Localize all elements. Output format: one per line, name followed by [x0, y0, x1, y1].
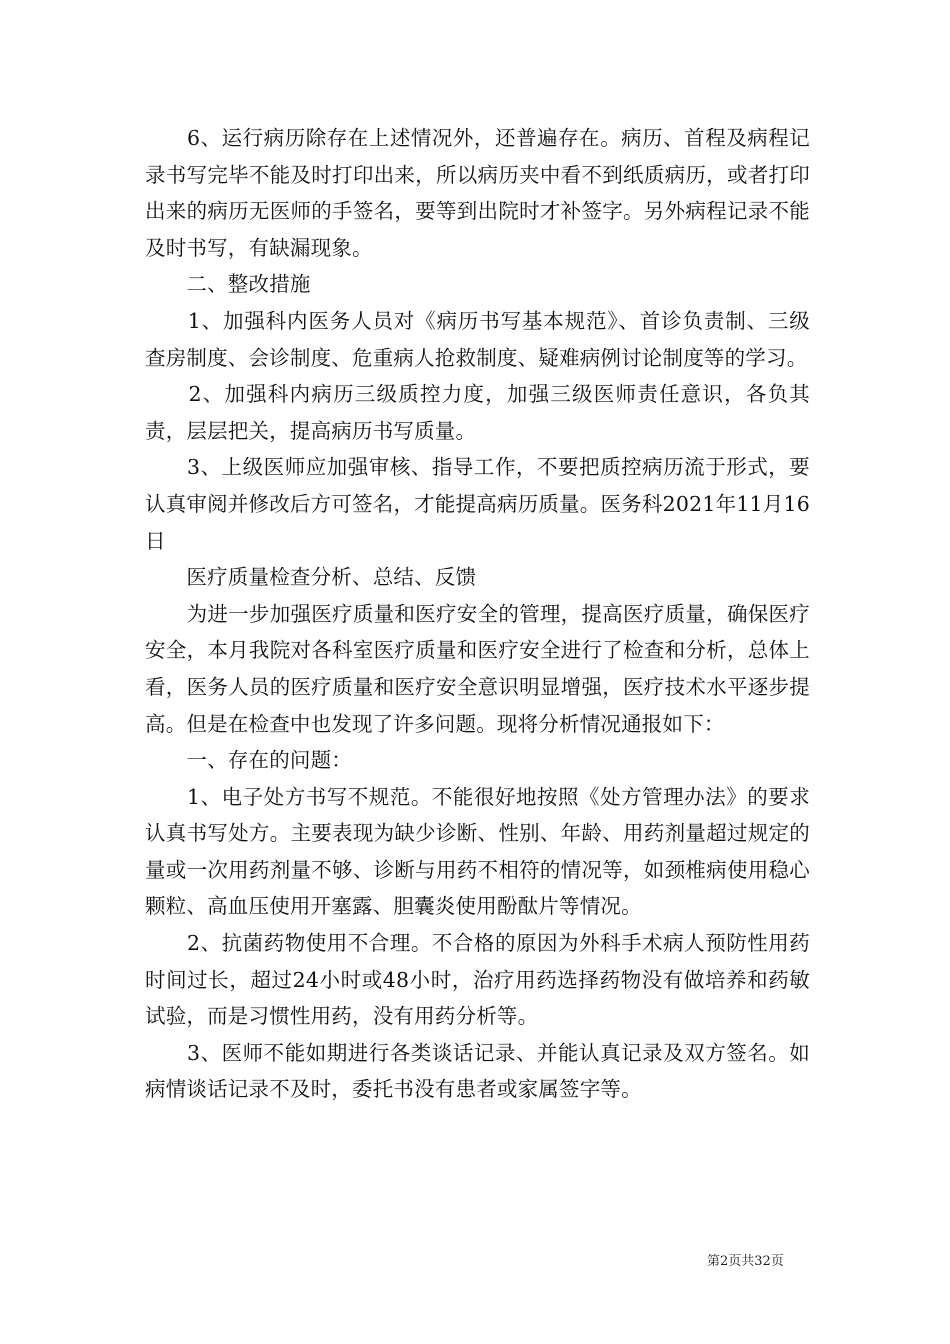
- paragraph-problem-1: 1、电子处方书写不规范。不能很好地按照《处方管理办法》的要求认真书写处方。主要表现为缺少诊断、性别、年龄、用药剂量超过规定的量或一次用药剂量不够、诊断与用药不相符的情况等，如颈椎病使用稳心颗粒、高血压使用开塞露、胆囊炎使用酚酞片等情况。: [145, 784, 810, 919]
- paragraph-measure-2: 2、加强科内病历三级质控力度，加强三级医师责任意识，各负其责，层层把关，提高病历书写质量。: [145, 382, 810, 443]
- paragraph-problem-3: 3、医师不能如期进行各类谈话记录、并能认真记录及双方签名。如病情谈话记录不及时，委托书没有患者或家属签字等。: [145, 1040, 810, 1102]
- paragraph-intro: 为进一步加强医疗质量和医疗安全的管理，提高医疗质量，确保医疗安全，本月我院对各科室医疗质量和医疗安全进行了检查和分析，总体上看，医务人员的医疗质量和医疗安全意识明显增强，医疗技术水平逐步提高。但是在检查中也发现了许多问题。现将分析情况通报如下：: [145, 601, 810, 736]
- paragraph-1: 6、运行病历除存在上述情况外，还普遍存在。病历、首程及病程记录书写完毕不能及时打印出来，所以病历夹中看不到纸质病历，或者打印出来的病历无医师的手签名，要等到出院时才补签字。另外病程记录不能及时书写，有缺漏现象。: [145, 126, 810, 260]
- section-heading-rectification: 二、整改措施: [145, 272, 311, 297]
- paragraph-measure-3: 3、上级医师应加强审核、指导工作，不要把质控病历流于形式，要认真审阅并修改后方可签名，才能提高病历质量。医务科2021年11月16日: [145, 455, 810, 553]
- document-title: 医疗质量检查分析、总结、反馈: [145, 565, 477, 590]
- section-heading-problems: 一、存在的问题：: [145, 748, 352, 773]
- document-body: [145, 120, 810, 1108]
- paragraph-problem-2: 2、抗菌药物使用不合理。不合格的原因为外科手术病人预防性用药时间过长，超过24小时或48小时，治疗用药选择药物没有做培养和药敏试验，而是习惯性用药，没有用药分析等。: [145, 931, 810, 1029]
- page-number: 第2页共32页: [707, 1254, 784, 1269]
- paragraph-measure-1: 1、加强科内医务人员对《病历书写基本规范》、首诊负责制、三级查房制度、会诊制度、危重病人抢救制度、疑难病例讨论制度等的学习。: [145, 308, 810, 370]
